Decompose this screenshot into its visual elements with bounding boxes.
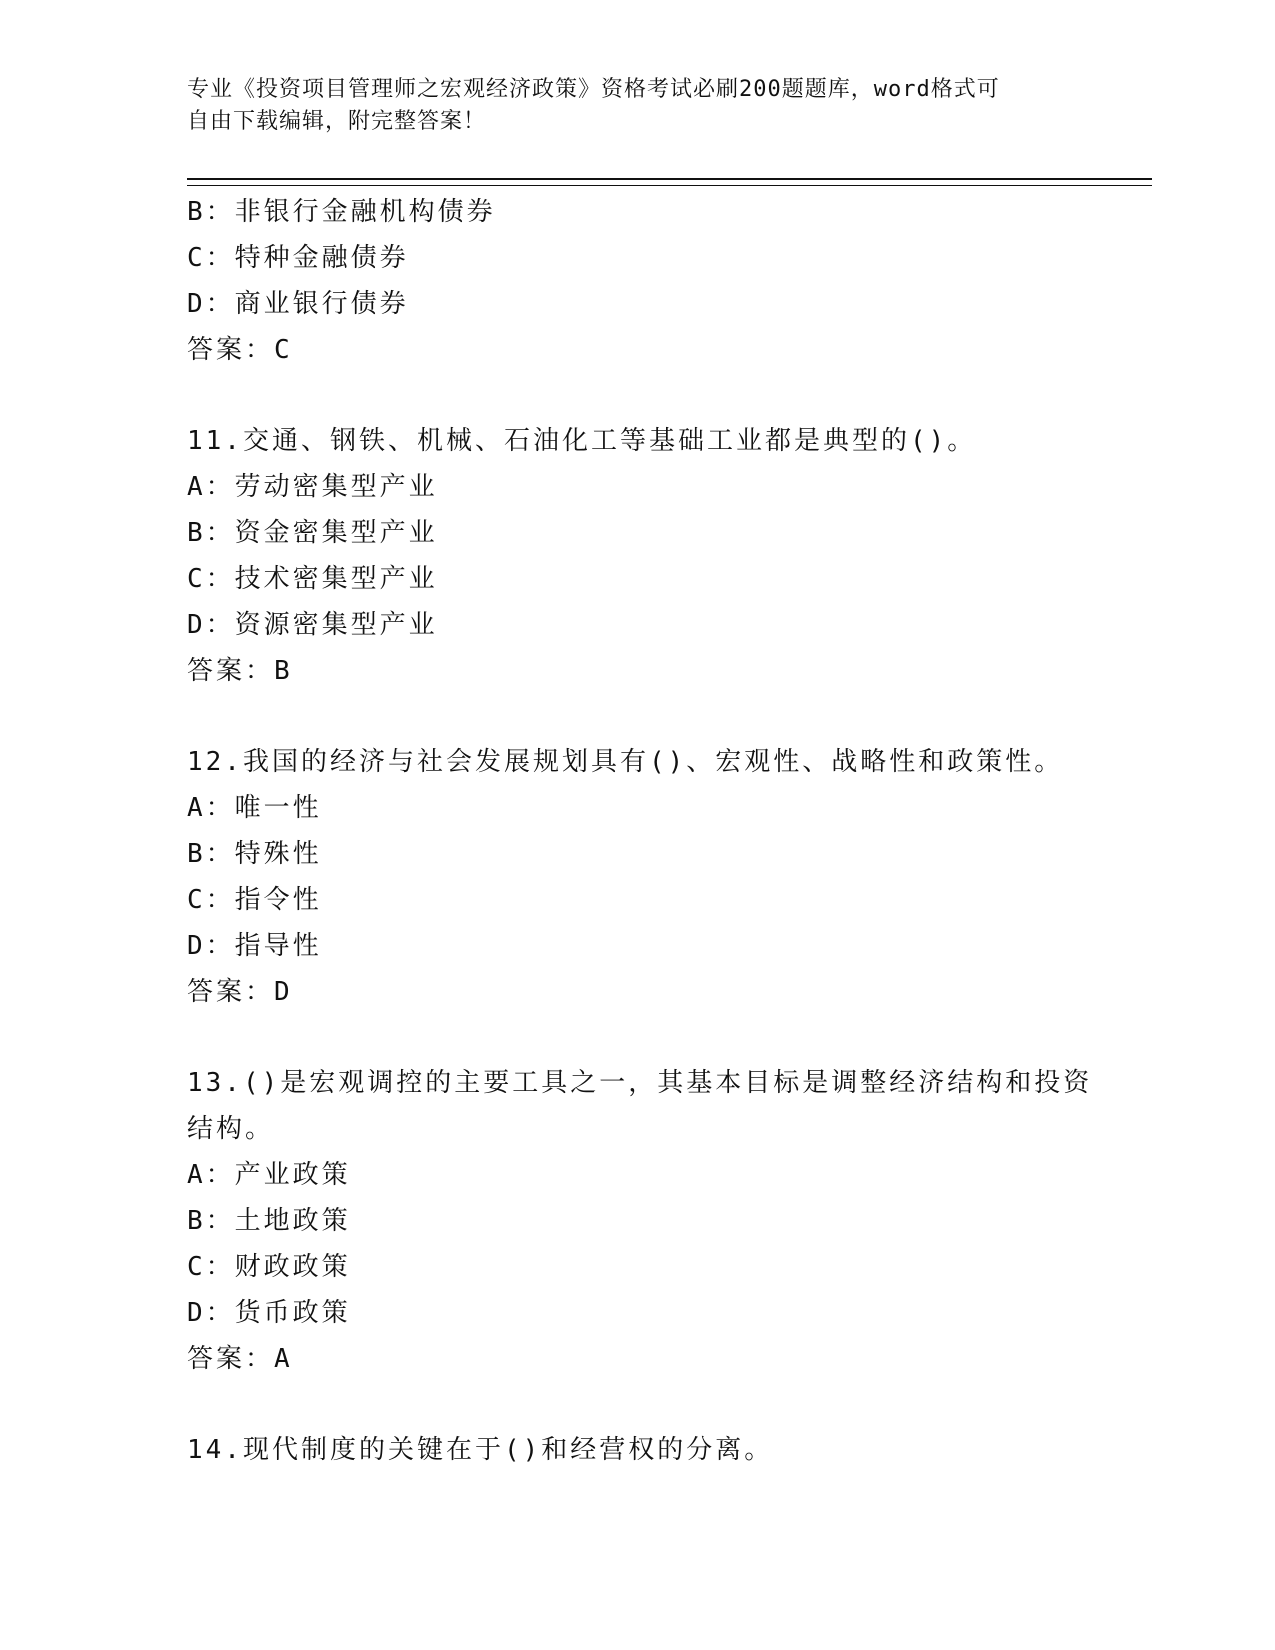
option-b: B：特殊性 [187,839,322,869]
option-c: C：财政政策 [187,1252,351,1282]
question-stem-line-2: 结构。 [187,1114,275,1144]
option-a: A：产业政策 [187,1160,351,1190]
option-a: A：唯一性 [187,793,322,823]
answer-line: 答案：A [187,1344,293,1374]
option-c: C：技术密集型产业 [187,564,438,594]
answer-line: 答案：B [187,656,293,686]
option-d: D：指导性 [187,931,322,961]
question-block-14 [187,1427,1067,1473]
question-block-11 [187,418,1067,694]
answer-line: 答案：C [187,335,293,365]
spacer [187,694,1067,739]
header-title-line-1: 专业《投资项目管理师之宏观经济政策》资格考试必刷200题题库，word格式可 [187,77,1000,102]
option-d: D：商业银行债券 [187,289,409,319]
spacer [187,373,1067,418]
question-block-12 [187,739,1067,1015]
question-block-13 [187,1060,1093,1382]
option-d: D：货币政策 [187,1298,351,1328]
question-block-10 [187,189,1067,373]
option-b: B：非银行金融机构债券 [187,197,496,227]
question-list [187,189,1093,1473]
question-stem: 14.现代制度的关键在于()和经营权的分离。 [187,1435,774,1465]
option-a: A：劳动密集型产业 [187,472,438,502]
option-c: C：指令性 [187,885,322,915]
option-d: D：资源密集型产业 [187,610,438,640]
option-c: C：特种金融债券 [187,243,409,273]
answer-line: 答案：D [187,977,293,1007]
option-b: B：资金密集型产业 [187,518,438,548]
header-divider [187,178,1152,186]
document-header [187,74,1067,138]
question-stem-line-1: 13.()是宏观调控的主要工具之一，其基本目标是调整经济结构和投资 [187,1068,1093,1098]
option-b: B：土地政策 [187,1206,351,1236]
header-title-line-2: 自由下载编辑，附完整答案！ [187,109,487,134]
spacer [187,1382,1067,1427]
question-stem: 12.我国的经济与社会发展规划具有()、宏观性、战略性和政策性。 [187,747,1064,777]
question-stem: 11.交通、钢铁、机械、石油化工等基础工业都是典型的()。 [187,426,977,456]
spacer [187,1015,1067,1060]
